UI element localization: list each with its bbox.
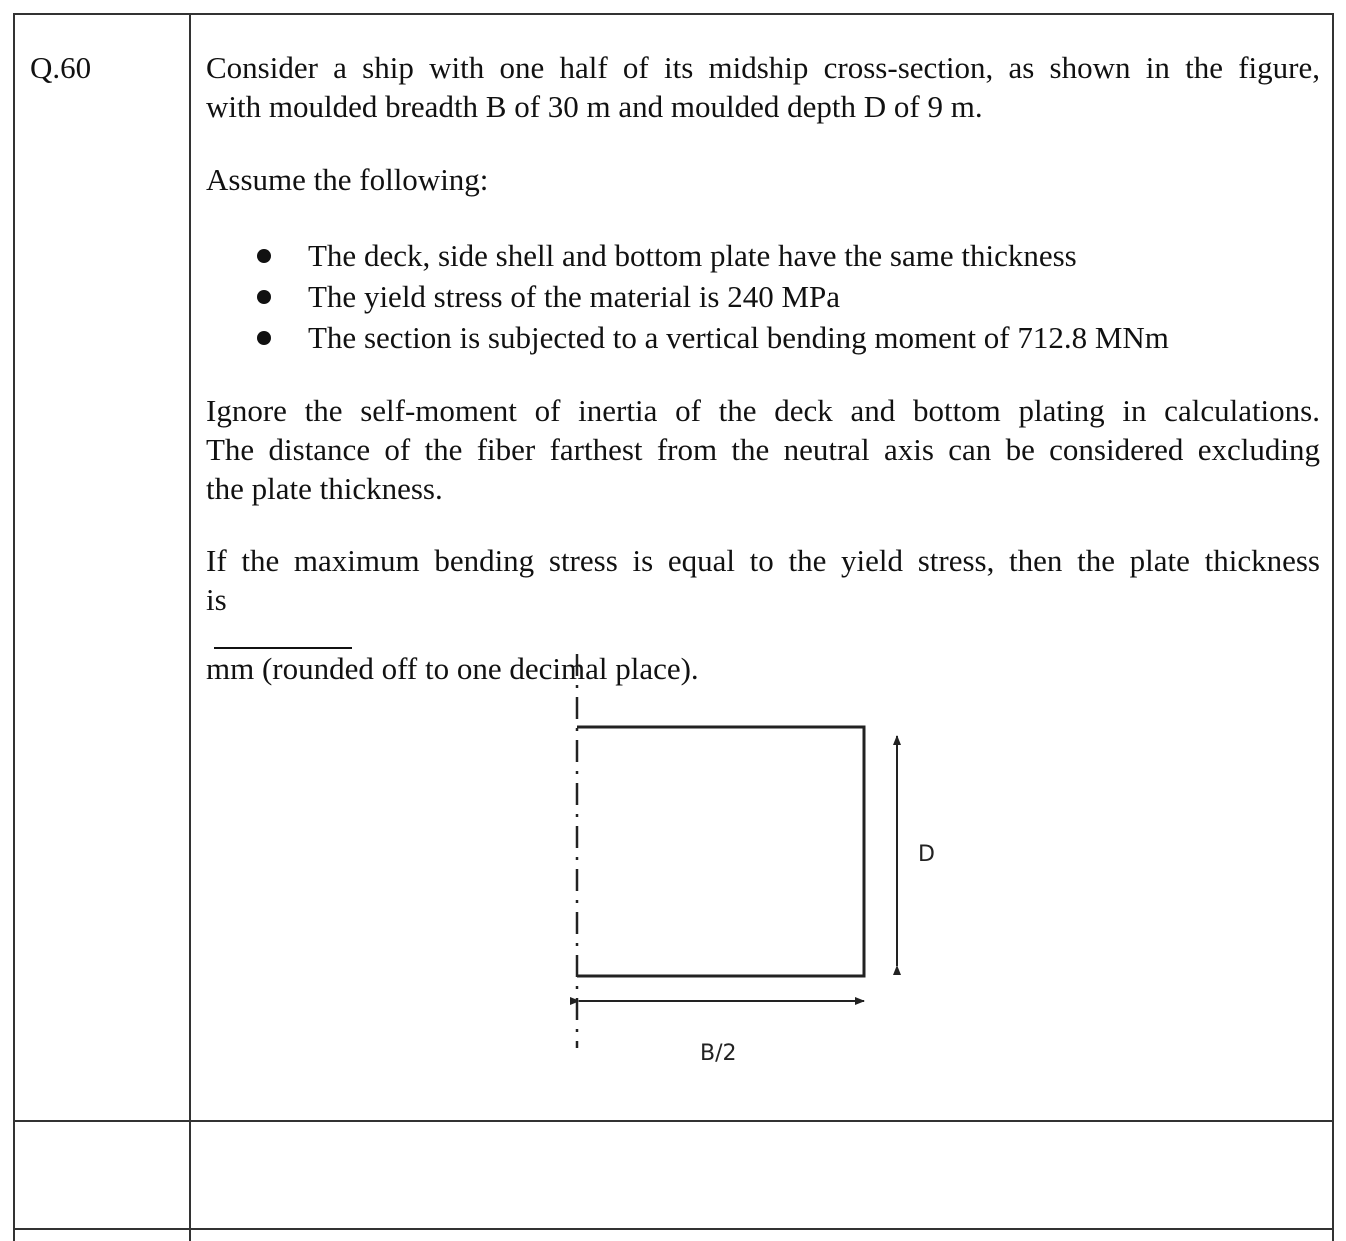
- table-row-divider-2: [13, 1228, 1334, 1230]
- assumption-item: The section is subjected to a vertical bending moment of 712.8 MNm: [206, 317, 1320, 358]
- table-column-divider: [189, 13, 191, 1241]
- intro-line-2: with moulded breadth B of 30 m and moulded depth D of 9 m.: [206, 89, 983, 124]
- depth-label: D: [918, 842, 935, 867]
- section-outline: [577, 727, 864, 976]
- intro-line-1: Consider a ship with one half of its midship cross-section, as shown in the figure,: [206, 50, 1320, 85]
- ignore-line-1: Ignore the self-moment of inertia of the deck and bottom plating in calculations.: [206, 393, 1320, 428]
- question-number: Q.60: [30, 50, 92, 85]
- ignore-paragraph: [206, 391, 1320, 508]
- question-intro: [206, 48, 1320, 126]
- assumption-list: [206, 235, 1320, 358]
- table-right-border: [1332, 13, 1334, 1241]
- assumption-item: The yield stress of the material is 240 MPa: [206, 276, 1320, 317]
- question-body: [206, 48, 1320, 688]
- ignore-line-2: The distance of the fiber farthest from the neutral axis can be considered excluding: [206, 432, 1320, 467]
- table-left-border: [13, 13, 15, 1241]
- assumption-item: The deck, side shell and bottom plate have the same thickness: [206, 235, 1320, 276]
- table-row-divider: [13, 1120, 1334, 1122]
- midship-section-figure: [560, 648, 980, 1078]
- ignore-line-3: the plate thickness.: [206, 471, 443, 506]
- assume-heading: Assume the following:: [206, 162, 489, 197]
- breadth-label: B/2: [700, 1041, 737, 1066]
- table-top-border: [13, 13, 1334, 15]
- final-prefix: is: [206, 582, 227, 617]
- final-line-1: If the maximum bending stress is equal to the yield stress, then the plate thickness: [206, 543, 1320, 578]
- final-suffix: mm (rounded off to one decimal place).: [206, 651, 699, 686]
- answer-blank: [214, 619, 352, 649]
